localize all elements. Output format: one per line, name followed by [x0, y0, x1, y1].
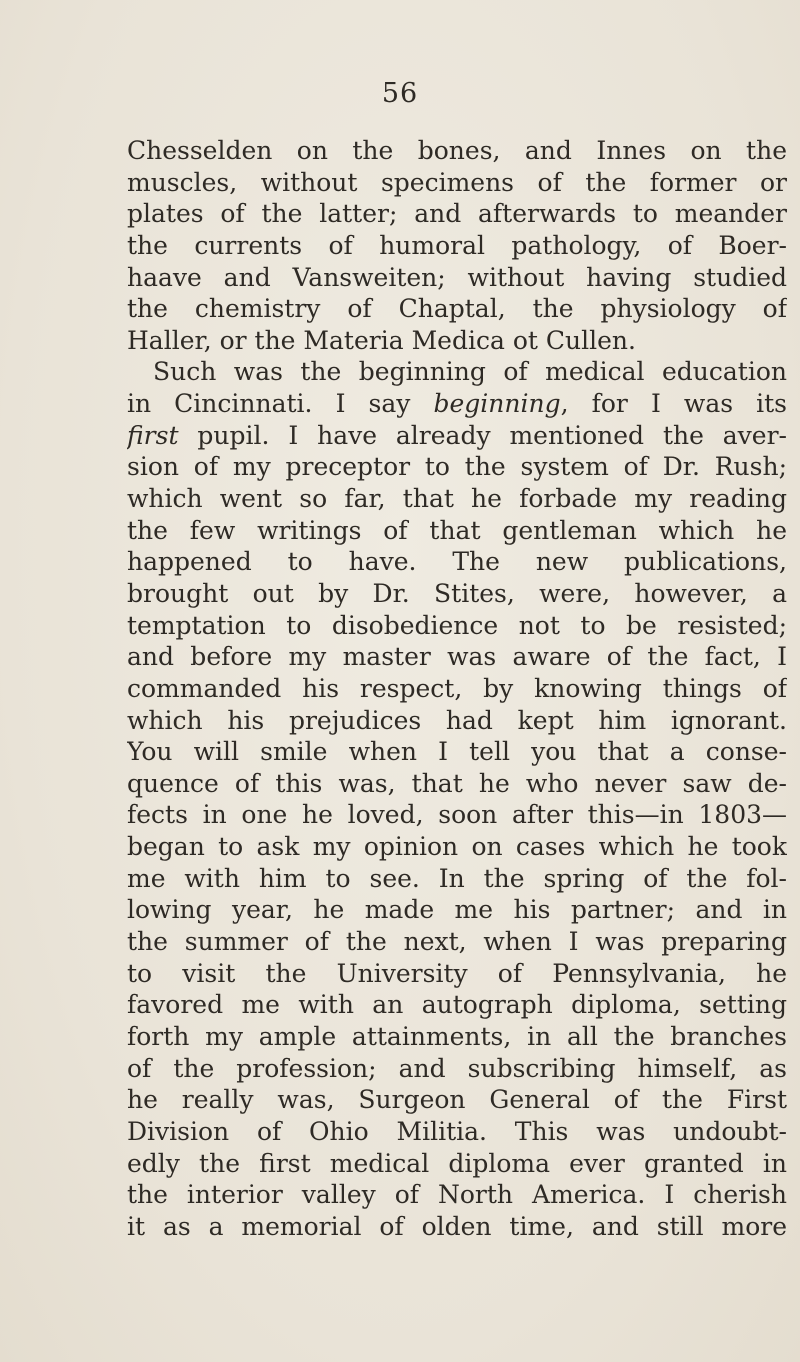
text-line-2: muscles, without specimens of the former or [127, 167, 787, 197]
text-line-3: plates of the latter; and afterwards to meander [127, 199, 787, 229]
text-line-29: forth my ample attainments, in all the branches [127, 1021, 787, 1051]
text-line-25: lowing year, he made me his partner; and in [127, 895, 787, 925]
text-line-9: in Cincinnati. I say beginning, for I was its [127, 389, 787, 419]
text-line-5: haave and Vansweiten; without having studied [127, 262, 787, 292]
text-line-14: happened to have. The new publications, [127, 547, 787, 577]
text-line-15: brought out by Dr. Stites, were, however, a [127, 578, 787, 608]
text-line-34: the interior valley of North America. I cherish [127, 1180, 787, 1210]
text-line-6: the chemistry of Chaptal, the physiology of [127, 294, 787, 324]
text-line-7: Haller, or the Materia Medica ot Cullen. [127, 325, 636, 355]
page-number: 56 [381, 78, 419, 109]
text-line-12: which went so far, that he forbade my reading [127, 484, 787, 514]
text-line-27: to visit the University of Pennsylvania, he [127, 958, 787, 988]
text-line-21: quence of this was, that he who never saw de- [127, 768, 787, 798]
text-line-18: commanded his respect, by knowing things of [127, 673, 787, 703]
text-line-23: began to ask my opinion on cases which he took [127, 832, 787, 862]
text-line-35: it as a memorial of olden time, and still more [127, 1211, 787, 1241]
text-line-19: which his prejudices had kept him ignorant. [127, 705, 787, 735]
text-line-26: the summer of the next, when I was preparing [127, 927, 787, 957]
text-line-20: You will smile when I tell you that a conse- [127, 737, 787, 767]
text-line-8: Such was the beginning of medical education [153, 357, 787, 387]
text-line-28: favored me with an autograph diploma, setting [127, 990, 787, 1020]
text-line-32: Division of Ohio Militia. This was undoubt- [127, 1116, 787, 1146]
text-line-1: Chesselden on the bones, and Innes on the [127, 136, 787, 165]
text-line-13: the few writings of that gentleman which he [127, 515, 787, 545]
text-line-22: fects in one he loved, soon after this—in 1803— [127, 800, 787, 830]
text-line-16: temptation to disobedience not to be resisted; [127, 610, 787, 640]
text-line-17: and before my master was aware of the fact, I [127, 642, 787, 672]
text-line-10: first pupil. I have already mentioned the aver- [127, 420, 787, 450]
text-line-31: he really was, Surgeon General of the First [127, 1085, 787, 1115]
body-text [127, 135, 787, 1242]
text-line-4: the currents of humoral pathology, of Boer- [127, 230, 787, 260]
text-line-24: me with him to see. In the spring of the fol- [127, 863, 787, 893]
text-line-33: edly the first medical diploma ever granted in [127, 1148, 787, 1178]
text-line-30: of the profession; and subscribing himself, as [127, 1053, 787, 1083]
text-line-11: sion of my preceptor to the system of Dr. Rush; [127, 452, 787, 482]
